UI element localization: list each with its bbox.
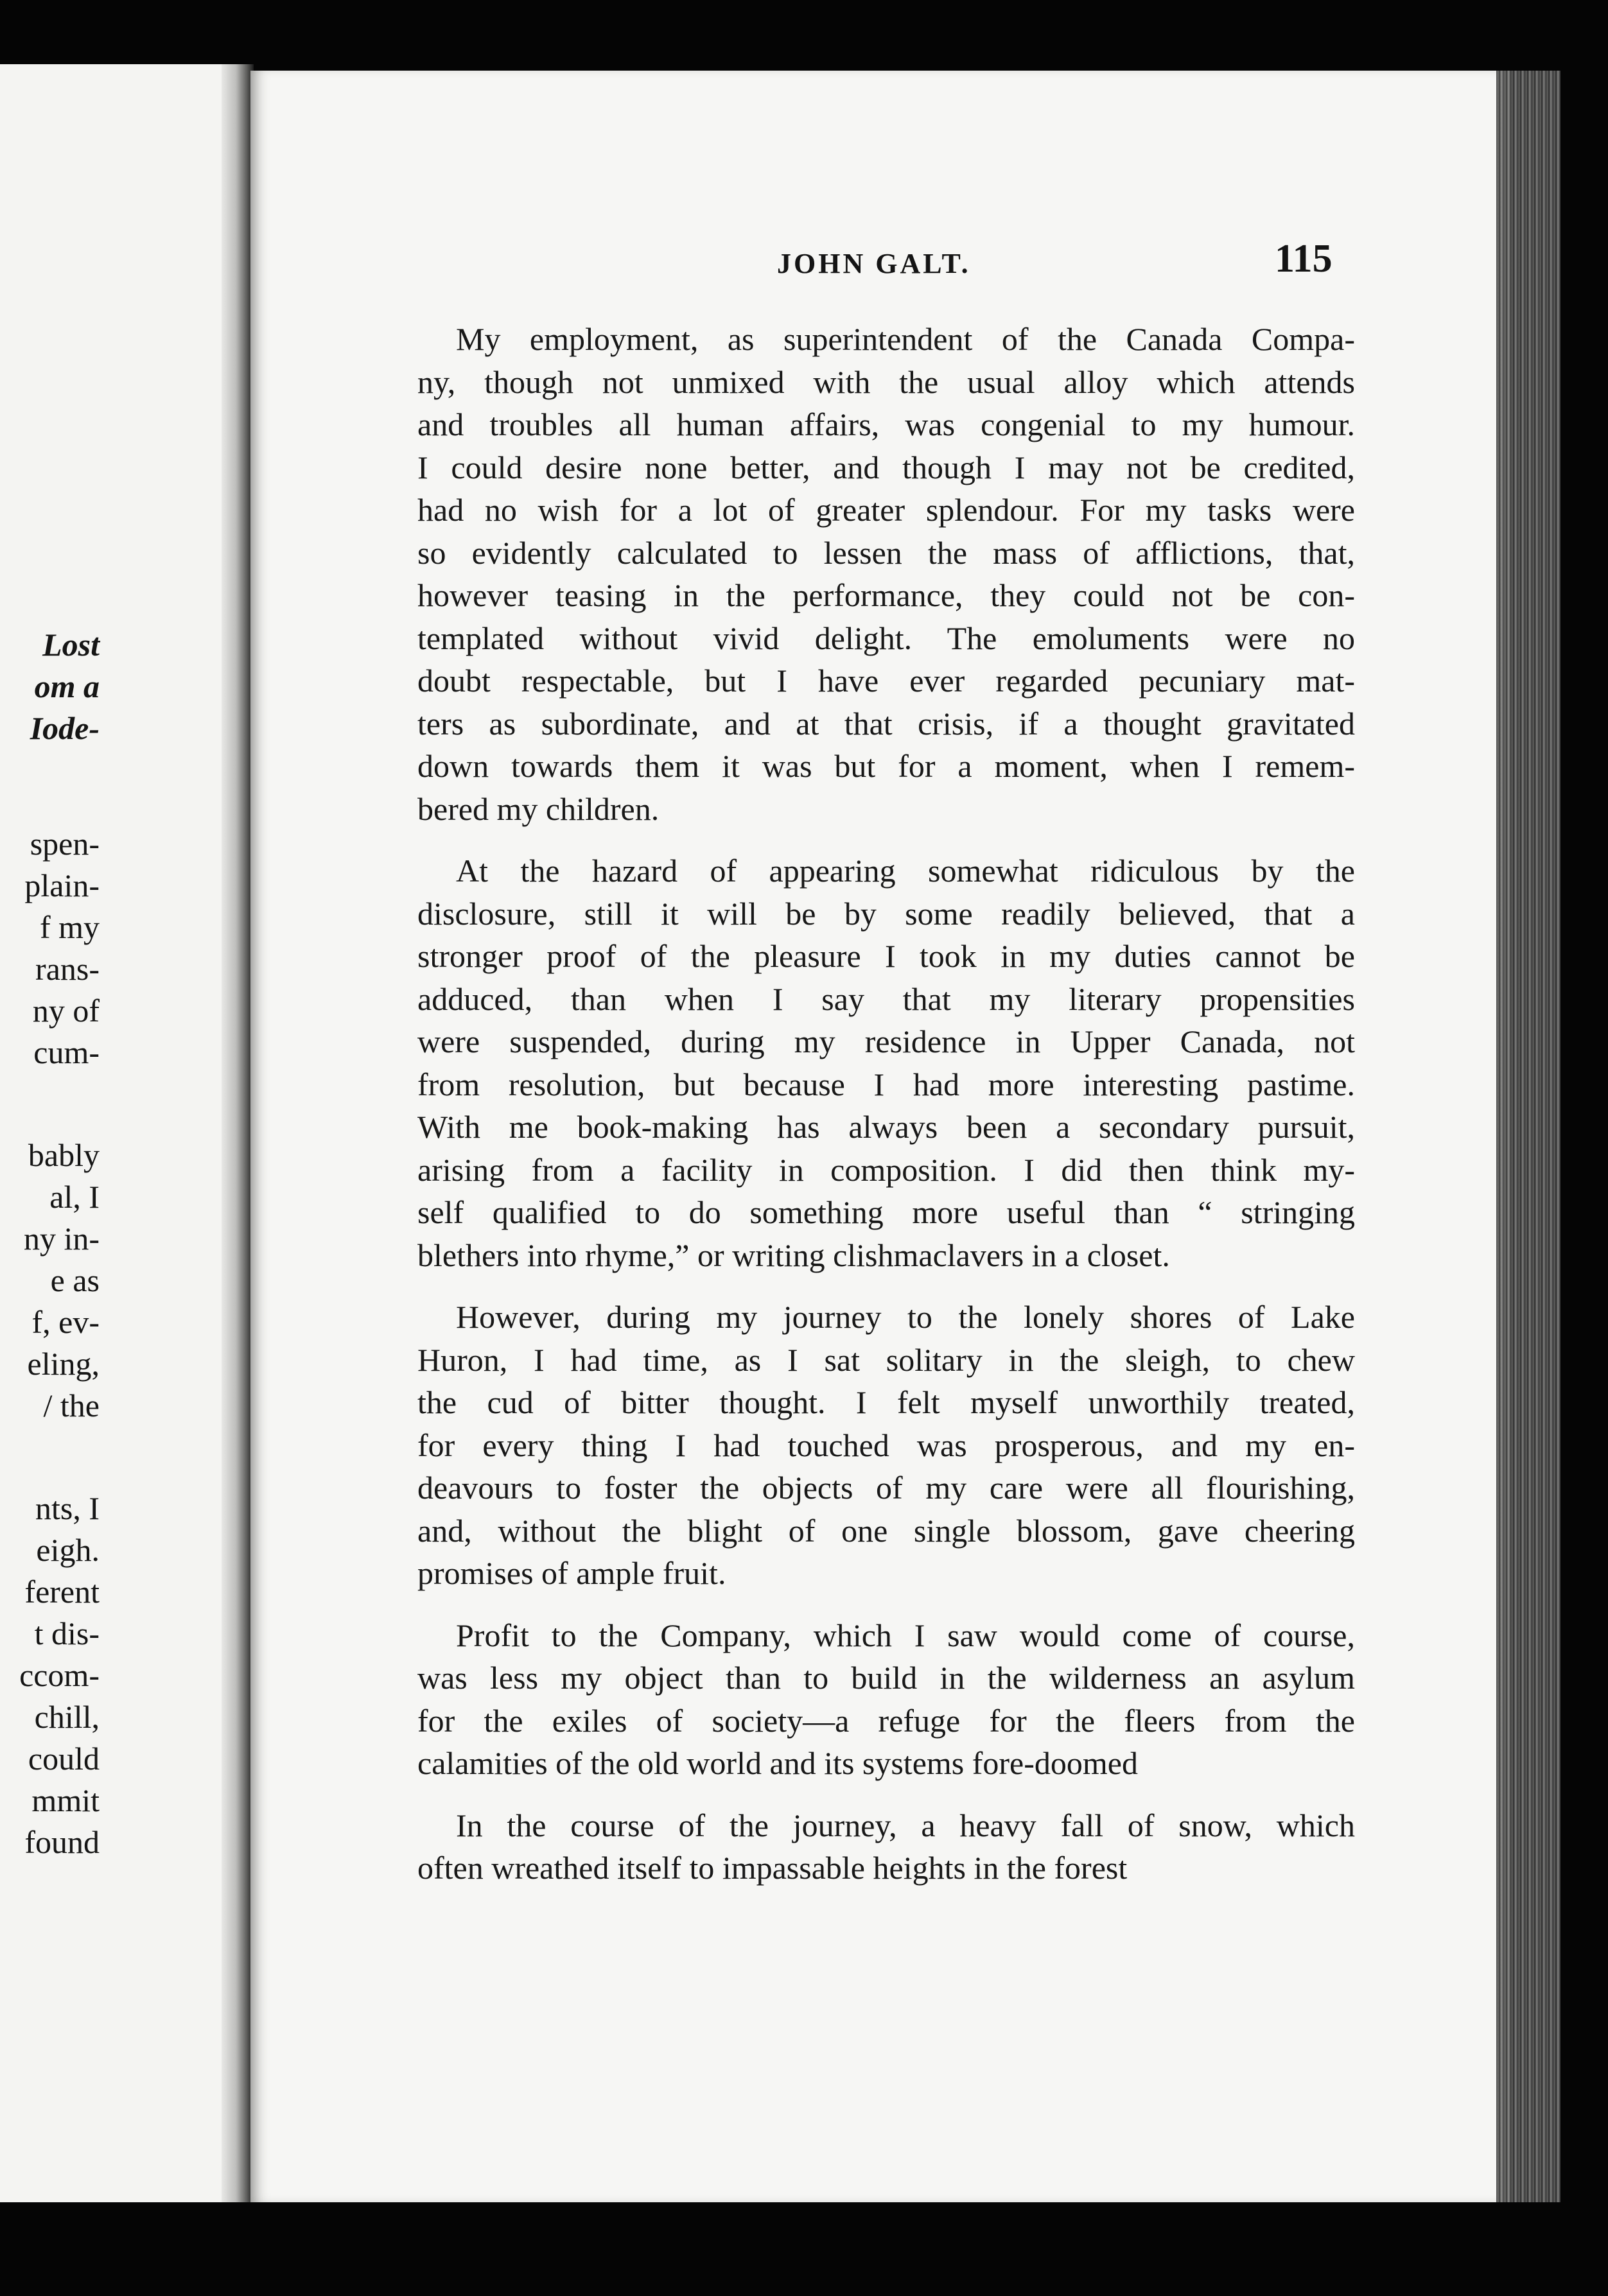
text-line: for every thing I had touched was prosperous, and my en-	[417, 1427, 1355, 1463]
left-page-line: cum-	[33, 1034, 100, 1070]
text-line: doubt respectable, but I have ever regarded pecuniary mat-	[417, 663, 1355, 699]
left-page-line: ny of	[32, 993, 100, 1029]
paragraph-gap	[417, 1595, 1355, 1614]
left-page-line: found	[24, 1824, 100, 1860]
text-line: In the course of the journey, a heavy fall of snow, which	[456, 1807, 1355, 1843]
left-facing-page	[0, 64, 238, 2202]
text-line: down towards them it was but for a moment, when I remem-	[417, 748, 1355, 784]
left-page-line: / the	[43, 1387, 100, 1423]
text-line: from resolution, but because I had more interesting pastime.	[417, 1066, 1355, 1102]
body-text	[417, 318, 1355, 1890]
left-page-line: rans-	[35, 951, 100, 987]
left-page-line: ferent	[24, 1574, 100, 1610]
text-line: however teasing in the performance, they could not be con-	[417, 577, 1355, 613]
left-page-line: could	[28, 1741, 100, 1777]
left-page-line: e as	[50, 1262, 100, 1298]
paragraph-gap	[417, 1785, 1355, 1804]
text-line: self qualified to do something more useful than “ stringing	[417, 1194, 1355, 1230]
text-line: promises of ample fruit.	[417, 1555, 726, 1591]
paragraph	[417, 318, 1355, 830]
paragraph-gap	[417, 1276, 1355, 1296]
left-page-line: spen-	[30, 826, 100, 862]
text-line: However, during my journey to the lonely shores of Lake	[456, 1299, 1355, 1335]
left-page-line: f my	[39, 909, 100, 945]
left-page-line: Lost	[42, 627, 100, 663]
left-page-line: bably	[28, 1137, 100, 1173]
text-line: At the hazard of appearing somewhat ridiculous by the	[456, 853, 1355, 889]
text-line: so evidently calculated to lessen the mass of afflictions, that,	[417, 534, 1355, 571]
text-line: adduced, than when I say that my literary propensities	[417, 980, 1355, 1017]
page-number: 115	[1275, 237, 1333, 281]
left-page-line: chill,	[34, 1699, 100, 1735]
text-line: arising from a facility in composition. I did then think my-	[417, 1151, 1355, 1188]
left-page-line: ny in-	[23, 1221, 100, 1257]
paragraph	[417, 1296, 1355, 1595]
text-line: was less my object than to build in the wilderness an asylum	[417, 1660, 1355, 1696]
text-line: deavours to foster the objects of my care were all flourishing,	[417, 1470, 1355, 1506]
left-page-line: al, I	[49, 1179, 100, 1215]
left-page-line: mmit	[31, 1782, 100, 1818]
text-line: and, without the blight of one single blossom, gave cheering	[417, 1512, 1355, 1549]
text-line: had no wish for a lot of greater splendour. For my tasks were	[417, 492, 1355, 528]
running-title: JOHN GALT.	[777, 248, 971, 279]
paragraph	[417, 849, 1355, 1276]
text-line: Profit to the Company, which I saw would come of course,	[456, 1617, 1355, 1653]
text-line: for the exiles of society—a refuge for the fleers from the	[417, 1702, 1355, 1739]
paragraph	[417, 1804, 1355, 1890]
left-page-line: plain-	[24, 867, 100, 903]
left-page-line: t dis-	[34, 1615, 100, 1651]
book-gutter	[222, 64, 254, 2202]
text-line: With me book-making has always been a secondary pursuit,	[417, 1109, 1355, 1145]
text-line: Huron, I had time, as I sat solitary in the sleigh, to chew	[417, 1341, 1355, 1378]
left-page-line: nts, I	[35, 1490, 100, 1526]
text-line: often wreathed itself to impassable heights in the forest	[417, 1850, 1128, 1886]
left-page-line: om a	[34, 668, 100, 704]
text-line: blethers into rhyme,” or writing clishmaclavers in a closet.	[417, 1237, 1170, 1273]
text-line: the cud of bitter thought. I felt myself unworthily treated,	[417, 1384, 1355, 1420]
text-line: My employment, as superintendent of the Canada Compa-	[456, 321, 1355, 357]
text-line: and troubles all human affairs, was congenial to my humour.	[417, 406, 1355, 442]
text-line: bered my children.	[417, 790, 660, 827]
left-page-line: eigh.	[36, 1532, 100, 1568]
text-line: ters as subordinate, and at that crisis, if a thought gravitated	[417, 705, 1355, 742]
paragraph-gap	[417, 830, 1355, 849]
text-line: stronger proof of the pleasure I took in my duties cannot be	[417, 938, 1355, 974]
page-fore-edge	[1496, 71, 1560, 2202]
text-line: templated without vivid delight. The emoluments were no	[417, 620, 1355, 656]
paragraph	[417, 1614, 1355, 1785]
text-line: disclosure, still it will be by some readily believed, that a	[417, 895, 1355, 932]
text-line: calamities of the old world and its systems fore-doomed	[417, 1745, 1138, 1781]
text-line: I could desire none better, and though I may not be credited,	[417, 449, 1355, 485]
left-page-line: Iode-	[30, 710, 100, 746]
text-line: ny, though not unmixed with the usual alloy which attends	[417, 363, 1355, 400]
left-page-line: ccom-	[19, 1657, 100, 1693]
left-page-line: eling,	[27, 1346, 100, 1382]
text-line: were suspended, during my residence in Upper Canada, not	[417, 1023, 1355, 1059]
left-page-line: f, ev-	[31, 1304, 100, 1340]
